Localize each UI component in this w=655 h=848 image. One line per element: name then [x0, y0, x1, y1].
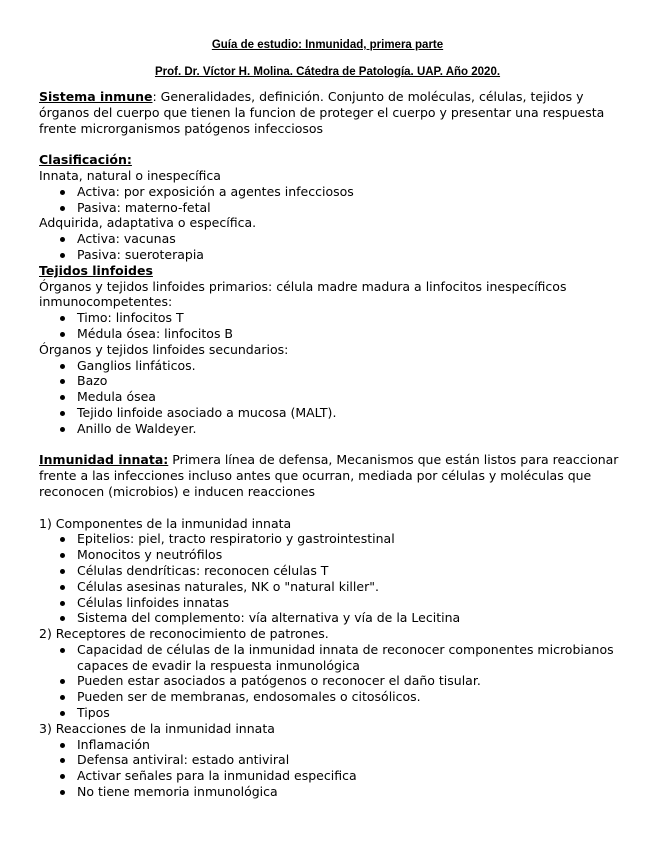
list-item: Inflamación	[39, 737, 619, 753]
secundarios-label: Órganos y tejidos linfoides secundarios:	[39, 341, 289, 357]
reacciones-list	[39, 737, 619, 800]
list-item: Anillo de Waldeyer.	[39, 421, 619, 437]
list-item: Activa: vacunas	[39, 231, 619, 247]
list-item: Epitelios: piel, tracto respiratorio y gastrointestinal	[39, 531, 619, 547]
list-item: Pasiva: materno-fetal	[39, 200, 619, 216]
list-item: Células linfoides innatas	[39, 595, 619, 611]
section-title: 3) Reacciones de la inmunidad innata	[39, 720, 275, 736]
innata-paragraph	[39, 452, 619, 499]
section-title: 2) Receptores de reconocimiento de patrones.	[39, 626, 329, 642]
list-item: Médula ósea: linfocitos B	[39, 326, 619, 342]
clasificacion-heading: Clasificación:	[39, 152, 132, 168]
list-item: Tipos	[39, 705, 619, 721]
list-item: Pueden estar asociados a patógenos o reconocer el daño tisular.	[39, 673, 619, 689]
innata-list	[39, 184, 619, 216]
innata-text: Primera línea de defensa, Mecanismos que están listos para reaccionar frente a las infecciones incluso antes que ocurran, mediada por células y moléculas que reconocen (microbios) e inducen reacciones	[39, 452, 619, 499]
primarios-list	[39, 310, 619, 342]
document-author: Prof. Dr. Víctor H. Molina. Cátedra de Patología. UAP. Año 2020.	[154, 66, 501, 78]
list-item: Activa: por exposición a agentes infecciosos	[39, 184, 619, 200]
primarios-label: Órganos y tejidos linfoides primarios: célula madre madura a linfocitos inespecíficos inmunocompetentes:	[39, 278, 567, 310]
innata-term: Inmunidad innata:	[39, 452, 169, 468]
section-title: 1) Componentes de la inmunidad innata	[39, 515, 292, 531]
tejidos-heading: Tejidos linfoides	[39, 262, 153, 278]
list-item: Activar señales para la inmunidad especifica	[39, 768, 619, 784]
sistema-paragraph	[39, 89, 619, 136]
list-item: Monocitos y neutrófilos	[39, 547, 619, 563]
adquirida-label: Adquirida, adaptativa o específica.	[39, 215, 257, 231]
list-item: Pasiva: sueroterapia	[39, 247, 619, 263]
innata-label: Innata, natural o inespecífica	[39, 167, 221, 183]
document-body	[39, 89, 619, 800]
secundarios-list	[39, 358, 619, 437]
list-item: Células asesinas naturales, NK o "natural killer".	[39, 579, 619, 595]
list-item: No tiene memoria inmunológica	[39, 784, 619, 800]
list-item: Células dendríticas: reconocen células T	[39, 563, 619, 579]
list-item: Capacidad de células de la inmunidad innata de reconocer componentes microbianos capaces de evadir la respuesta inmunológica	[39, 642, 619, 674]
list-item: Pueden ser de membranas, endosomales o citosólicos.	[39, 689, 619, 705]
list-item: Tejido linfoide asociado a mucosa (MALT).	[39, 405, 619, 421]
componentes-list	[39, 531, 619, 626]
list-item: Medula ósea	[39, 389, 619, 405]
adquirida-list	[39, 231, 619, 263]
document-title: Guía de estudio: Inmunidad, primera parte	[211, 39, 444, 51]
sistema-text: : Generalidades, definición. Conjunto de moléculas, células, tejidos y órganos del cuerpo que tienen la funcion de proteger el cuerpo y presentar una respuesta frente microrganismos patógenos infecciosos	[39, 89, 605, 136]
sistema-term: Sistema inmune	[39, 89, 153, 104]
list-item: Sistema del complemento: vía alternativa y vía de la Lecitina	[39, 610, 619, 626]
list-item: Ganglios linfáticos.	[39, 358, 619, 374]
list-item: Defensa antiviral: estado antiviral	[39, 752, 619, 768]
list-item: Timo: linfocitos T	[39, 310, 619, 326]
list-item: Bazo	[39, 373, 619, 389]
receptores-list	[39, 642, 619, 721]
